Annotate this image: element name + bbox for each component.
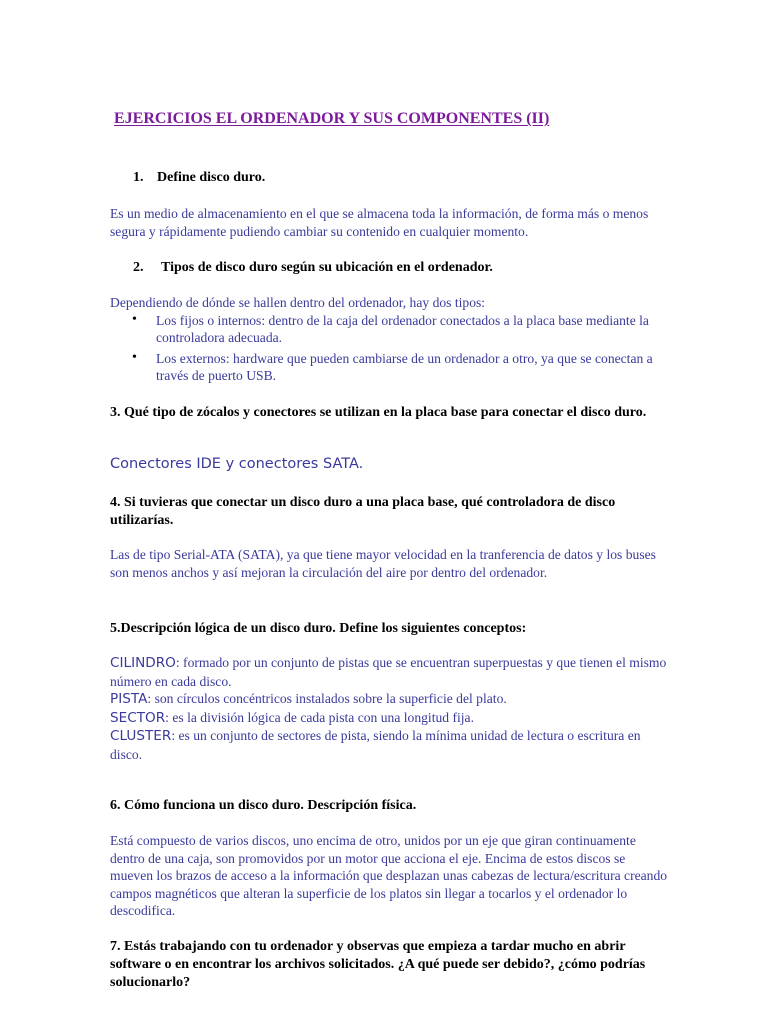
answer-5 xyxy=(110,654,670,763)
term-cluster: CLUSTER xyxy=(110,728,172,744)
definition-sector xyxy=(110,709,670,728)
question-5: 5.Descripción lógica de un disco duro. Define los siguientes conceptos: xyxy=(110,621,527,636)
question-1-text: Define disco duro. xyxy=(157,170,266,185)
answer-2 xyxy=(110,294,670,388)
definition-cilindro xyxy=(110,654,670,690)
answer-2-intro: Dependiendo de dónde se hallen dentro del ordenador, hay dos tipos: xyxy=(110,295,486,310)
bullet-icon: • xyxy=(132,311,137,327)
question-3: 3. Qué tipo de zócalos y conectores se utilizan en la placa base para conectar el disco duro. xyxy=(110,405,647,420)
list-item xyxy=(110,312,670,347)
list-item xyxy=(110,350,670,385)
definition-text: : formado por un conjunto de pistas que se encuentran superpuestas y que tienen el mismo número en cada disco. xyxy=(110,655,667,689)
answer-1: Es un medio de almacenamiento en el que se almacena toda la información, de forma más o menos segura y rápidamente pudiendo cambiar su contenido en cualquier momento. xyxy=(110,206,649,239)
list-item-text: Los externos: hardware que pueden cambiarse de un ordenador a otro, ya que se conectan a través de puerto USB. xyxy=(156,350,653,383)
question-4: 4. Si tuvieras que conectar un disco duro a una placa base, qué controladora de disco utilizarías. xyxy=(110,495,616,528)
answer-2-list xyxy=(110,312,670,385)
question-7: 7. Estás trabajando con tu ordenador y observas que empieza a tardar mucho en abrir software o en encontrar los archivos solicitados. ¿A qué puede ser debido?, ¿cómo podrías solucionarlo? xyxy=(110,939,646,990)
question-2-number: 2. xyxy=(133,260,144,275)
list-item-text: Los fijos o internos: dentro de la caja del ordenador conectados a la placa base mediante la controladora adecuada. xyxy=(156,312,649,345)
question-1-number: 1. xyxy=(133,170,144,185)
document-title: EJERCICIOS EL ORDENADOR Y SUS COMPONENTES (II) xyxy=(114,110,550,127)
definition-text: : es un conjunto de sectores de pista, siendo la mínima unidad de lectura o escritura en disco. xyxy=(110,728,641,762)
definition-text: : es la división lógica de cada pista con una longitud fija. xyxy=(165,709,474,725)
term-cilindro: CILINDRO xyxy=(110,655,176,671)
answer-4: Las de tipo Serial-ATA (SATA), ya que tiene mayor velocidad en la tranferencia de datos y los buses son menos anchos y así mejoran la circulación del aire por dentro del ordenador. xyxy=(110,547,656,580)
bullet-icon: • xyxy=(132,349,137,365)
term-sector: SECTOR xyxy=(110,709,166,726)
answer-3: Conectores IDE y conectores SATA. xyxy=(110,456,364,472)
answer-6: Está compuesto de varios discos, uno encima de otro, unidos por un eje que giran continuamente dentro de una caja, son promovidos por un motor que acciona el eje. Encima de estos discos se mueven los brazos de acceso a la información que desplazan unas cabezas de lectura/escritura creando campos magnéticos que alteran la superficie de los platos sin llegar a tocarlos y el ordenador lo descodifica. xyxy=(110,833,668,918)
definition-text: : son círculos concéntricos instalados sobre la superficie del plato. xyxy=(147,691,507,706)
question-2-text: Tipos de disco duro según su ubicación en el ordenador. xyxy=(161,260,493,275)
term-pista: PISTA xyxy=(110,691,148,707)
definition-pista xyxy=(110,690,670,709)
question-6: 6. Cómo funciona un disco duro. Descripción física. xyxy=(110,798,417,813)
definition-cluster xyxy=(110,727,670,763)
